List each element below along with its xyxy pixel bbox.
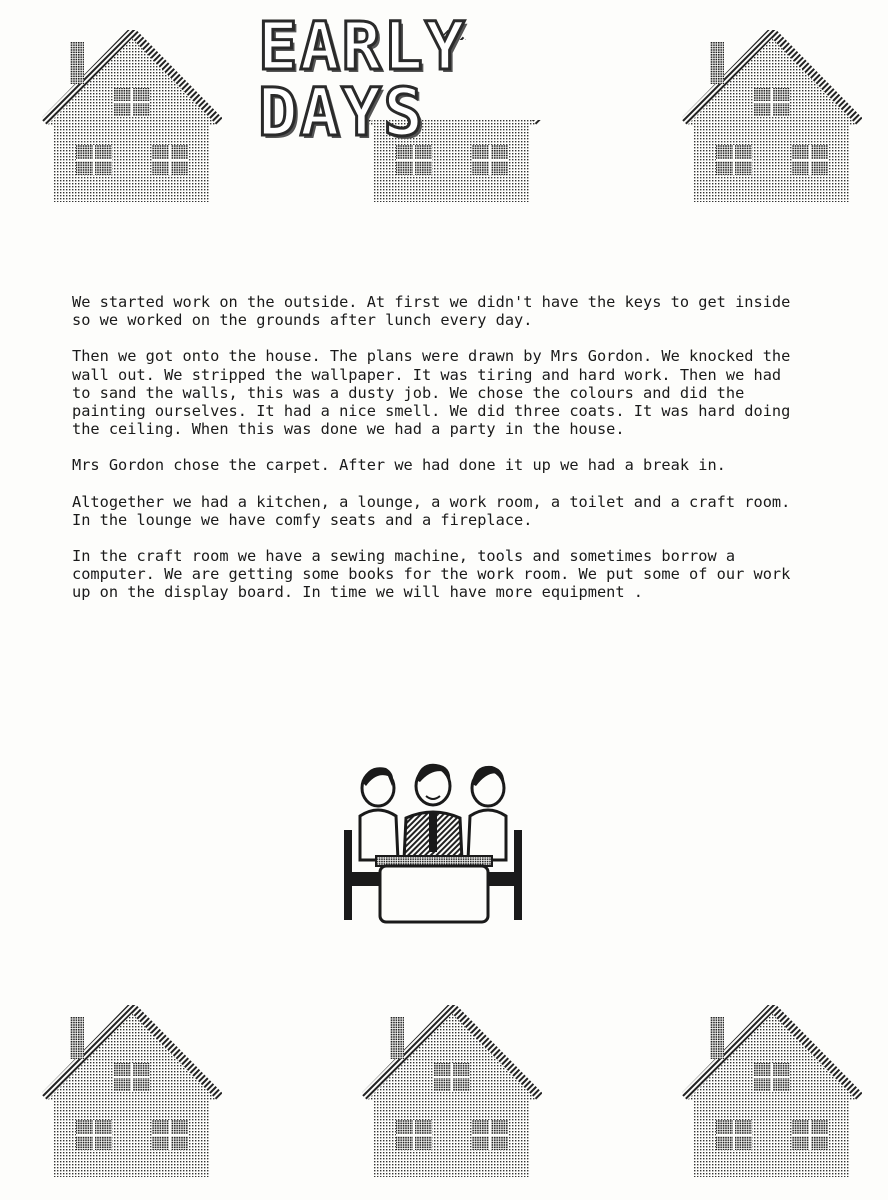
paragraph: Mrs Gordon chose the carpet. After we had done it up we had a break in. bbox=[72, 456, 726, 475]
house-icon-bottom-center bbox=[362, 1005, 542, 1180]
house-icon-top-left bbox=[42, 30, 222, 205]
body-text bbox=[72, 293, 792, 620]
page-title-text: EARLY DAYS bbox=[258, 8, 467, 151]
paragraph: Then we got onto the house. The plans were drawn by Mrs Gordon. We knocked the wall out. We stripped the wallpaper. It was tiring and hard work. Then we had to sand the walls, this was a dusty job. We chose the colours and did the painting ourselves. It had a nice smell. We did three coats. It was hard doing the ceiling. When this was done we had a party in the house. bbox=[72, 347, 791, 439]
paragraph: In the craft room we have a sewing machine, tools and sometimes borrow a computer. We are getting some books for the work room. We put some of our work up on the display board. In time we will have more equipment . bbox=[72, 547, 791, 602]
house-icon-bottom-right bbox=[682, 1005, 862, 1180]
paragraph: We started work on the outside. At first we didn't have the keys to get inside so we worked on the grounds after lunch every day. bbox=[72, 293, 791, 330]
house-icon-top-right bbox=[682, 30, 862, 205]
paragraph: Altogether we had a kitchen, a lounge, a work room, a toilet and a craft room. In the lounge we have comfy seats and a fireplace. bbox=[72, 492, 791, 529]
people-at-table-illustration bbox=[338, 760, 528, 930]
page-title bbox=[258, 8, 648, 151]
house-icon-bottom-left bbox=[42, 1005, 222, 1180]
